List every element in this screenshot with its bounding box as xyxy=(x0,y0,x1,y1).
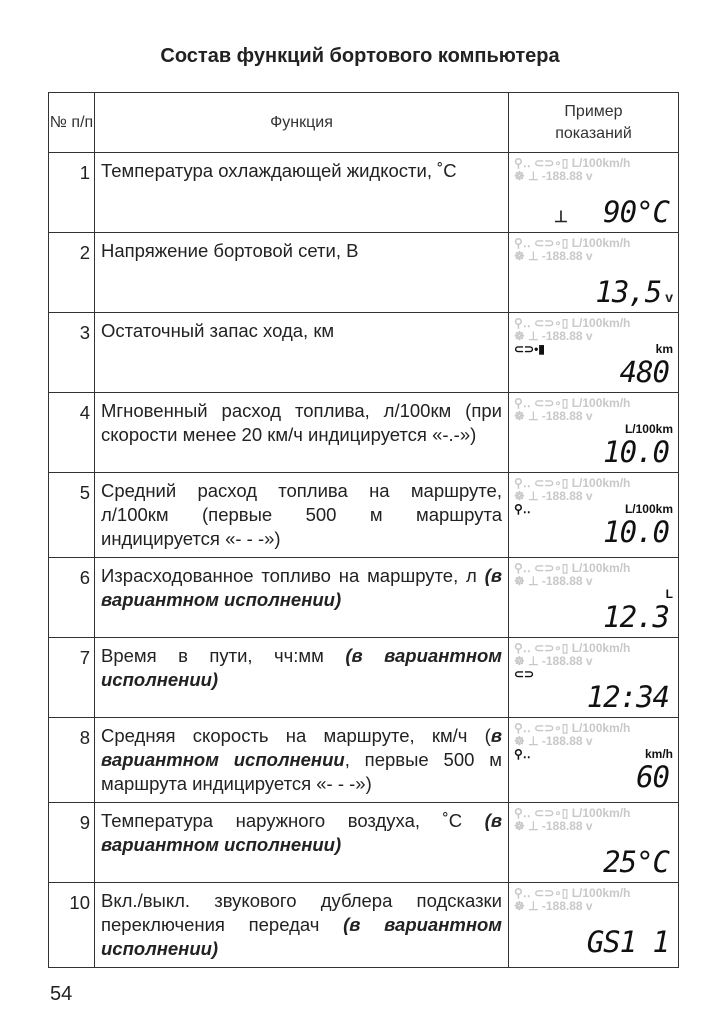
row-number: 9 xyxy=(49,803,95,883)
inactive-segments-top: ⚲‥ ⊂⊃∘▯ L/100km/h xyxy=(514,886,631,900)
display-value: 60 xyxy=(636,760,669,794)
lcd-display xyxy=(514,317,673,388)
inactive-segments-bottom: ☸ ⊥ -188.88 v xyxy=(514,329,593,343)
variant-note: (в вариантном исполнении) xyxy=(101,810,502,855)
table-row xyxy=(49,393,679,473)
row-number: 2 xyxy=(49,233,95,313)
inactive-segments-top: ⚲‥ ⊂⊃∘▯ L/100km/h xyxy=(514,641,631,655)
inactive-segments-bottom: ☸ ⊥ -188.88 v xyxy=(514,654,593,668)
function-description xyxy=(95,393,509,473)
variant-note: (в вариантном исполнении) xyxy=(101,565,502,610)
inactive-segments-top: ⚲‥ ⊂⊃∘▯ L/100km/h xyxy=(514,316,631,330)
header-example: Пример показаний xyxy=(509,93,679,153)
display-example xyxy=(509,638,679,718)
lcd-display xyxy=(514,157,673,228)
row-number: 4 xyxy=(49,393,95,473)
lcd-display xyxy=(514,642,673,713)
row-number: 8 xyxy=(49,718,95,803)
function-description xyxy=(95,883,509,968)
inactive-segments-top: ⚲‥ ⊂⊃∘▯ L/100km/h xyxy=(514,806,631,820)
function-description xyxy=(95,233,509,313)
table-row xyxy=(49,883,679,968)
display-example xyxy=(509,233,679,313)
function-description xyxy=(95,803,509,883)
description-text: Время в пути, чч:мм xyxy=(101,645,346,666)
table-row xyxy=(49,233,679,313)
route-pin-icon: ⚲‥ xyxy=(514,747,531,761)
inactive-segments-top: ⚲‥ ⊂⊃∘▯ L/100km/h xyxy=(514,236,631,250)
function-description xyxy=(95,153,509,233)
lcd-display xyxy=(514,887,673,958)
description-text: Средняя скорость на маршруте, км/ч ( xyxy=(101,725,491,746)
description-text: Вкл./выкл. звукового дублера подсказки переключения передач xyxy=(101,890,502,935)
display-unit-label: km xyxy=(655,342,673,356)
function-description xyxy=(95,473,509,558)
display-value: GS1 1 xyxy=(586,925,669,959)
display-example xyxy=(509,883,679,968)
inactive-segments-bottom: ☸ ⊥ -188.88 v xyxy=(514,249,593,263)
description-text: Температура охлаждающей жидкости, ˚С xyxy=(101,160,457,181)
header-num: № п/п xyxy=(49,93,95,153)
function-description xyxy=(95,638,509,718)
display-example xyxy=(509,473,679,558)
lcd-display xyxy=(514,807,673,878)
row-number: 7 xyxy=(49,638,95,718)
route-pin-icon: ⚲‥ xyxy=(514,502,531,516)
lcd-display xyxy=(514,477,673,548)
row-number: 10 xyxy=(49,883,95,968)
description-text: Средний расход топлива на маршруте, л/100км (первые 500 м маршрута индицируется «- - -») xyxy=(101,480,502,549)
description-text: Израсходованное топливо на маршруте, л xyxy=(101,565,485,586)
description-tail: , первые 500 м маршрута индицируется «- - -») xyxy=(101,749,502,794)
inactive-segments-bottom: ☸ ⊥ -188.88 v xyxy=(514,899,593,913)
row-number: 6 xyxy=(49,558,95,638)
display-value: 12.3 xyxy=(603,600,669,634)
function-description xyxy=(95,718,509,803)
display-example xyxy=(509,803,679,883)
display-unit-label: L xyxy=(665,587,673,601)
description-text: Температура наружного воздуха, ˚С xyxy=(101,810,485,831)
display-example xyxy=(509,558,679,638)
display-example xyxy=(509,313,679,393)
inactive-segments-bottom: ☸ ⊥ -188.88 v xyxy=(514,734,593,748)
page-title: Состав функций бортового компьютера xyxy=(160,45,560,67)
display-example xyxy=(509,718,679,803)
display-unit-label: L/100km xyxy=(624,422,673,436)
display-example xyxy=(509,393,679,473)
variant-note: в вариантном исполнении xyxy=(101,725,502,770)
table-row xyxy=(49,718,679,803)
function-description xyxy=(95,558,509,638)
function-description xyxy=(95,313,509,393)
inactive-segments-bottom: ☸ ⊥ -188.88 v xyxy=(514,574,593,588)
description-text: Напряжение бортовой сети, В xyxy=(101,240,359,261)
header-function: Функция xyxy=(95,93,509,153)
lcd-display xyxy=(514,562,673,633)
display-value: 10.0 xyxy=(603,515,669,549)
display-unit-label: L/100km xyxy=(624,502,673,516)
table-row xyxy=(49,638,679,718)
table-row xyxy=(49,473,679,558)
display-value: 12:34 xyxy=(586,680,669,714)
inactive-segments-top: ⚲‥ ⊂⊃∘▯ L/100km/h xyxy=(514,476,631,490)
inactive-segments-top: ⚲‥ ⊂⊃∘▯ L/100km/h xyxy=(514,396,631,410)
display-example xyxy=(509,153,679,233)
row-number: 3 xyxy=(49,313,95,393)
thermometer-icon: ⊥ xyxy=(554,209,568,226)
inactive-segments-bottom: ☸ ⊥ -188.88 v xyxy=(514,489,593,503)
display-value: 480 xyxy=(619,355,669,389)
row-number: 5 xyxy=(49,473,95,558)
variant-note: (в вариантном исполнении) xyxy=(101,645,502,690)
description-text: Мгновенный расход топлива, л/100км (при скорости менее 20 км/ч индицируется «-.-») xyxy=(101,400,502,445)
car-icon: ⊂⊃ xyxy=(514,667,535,681)
row-number: 1 xyxy=(49,153,95,233)
display-value: 25°C xyxy=(603,845,669,879)
display-value: 10.0 xyxy=(603,435,669,469)
display-value: 90°C xyxy=(603,195,669,229)
table-row xyxy=(49,558,679,638)
inactive-segments-bottom: ☸ ⊥ -188.88 v xyxy=(514,409,593,423)
variant-note: (в вариантном исполнении) xyxy=(101,914,502,959)
inactive-segments-top: ⚲‥ ⊂⊃∘▯ L/100km/h xyxy=(514,156,631,170)
inactive-segments-bottom: ☸ ⊥ -188.88 v xyxy=(514,819,593,833)
display-unit-label: km/h xyxy=(644,747,673,761)
inactive-segments-bottom: ☸ ⊥ -188.88 v xyxy=(514,169,593,183)
display-unit: v xyxy=(665,289,673,305)
inactive-segments-top: ⚲‥ ⊂⊃∘▯ L/100km/h xyxy=(514,561,631,575)
car-fuel-icon: ⊂⊃•▮ xyxy=(514,342,545,356)
lcd-display xyxy=(514,237,673,308)
description-text: Остаточный запас хода, км xyxy=(101,320,335,341)
page-number: 54 xyxy=(50,983,73,1005)
lcd-display xyxy=(514,397,673,468)
table-row xyxy=(49,803,679,883)
lcd-display xyxy=(514,722,673,793)
functions-table xyxy=(48,92,679,968)
table-row xyxy=(49,313,679,393)
table-row xyxy=(49,153,679,233)
display-value: 13,5 xyxy=(595,275,662,309)
inactive-segments-top: ⚲‥ ⊂⊃∘▯ L/100km/h xyxy=(514,721,631,735)
